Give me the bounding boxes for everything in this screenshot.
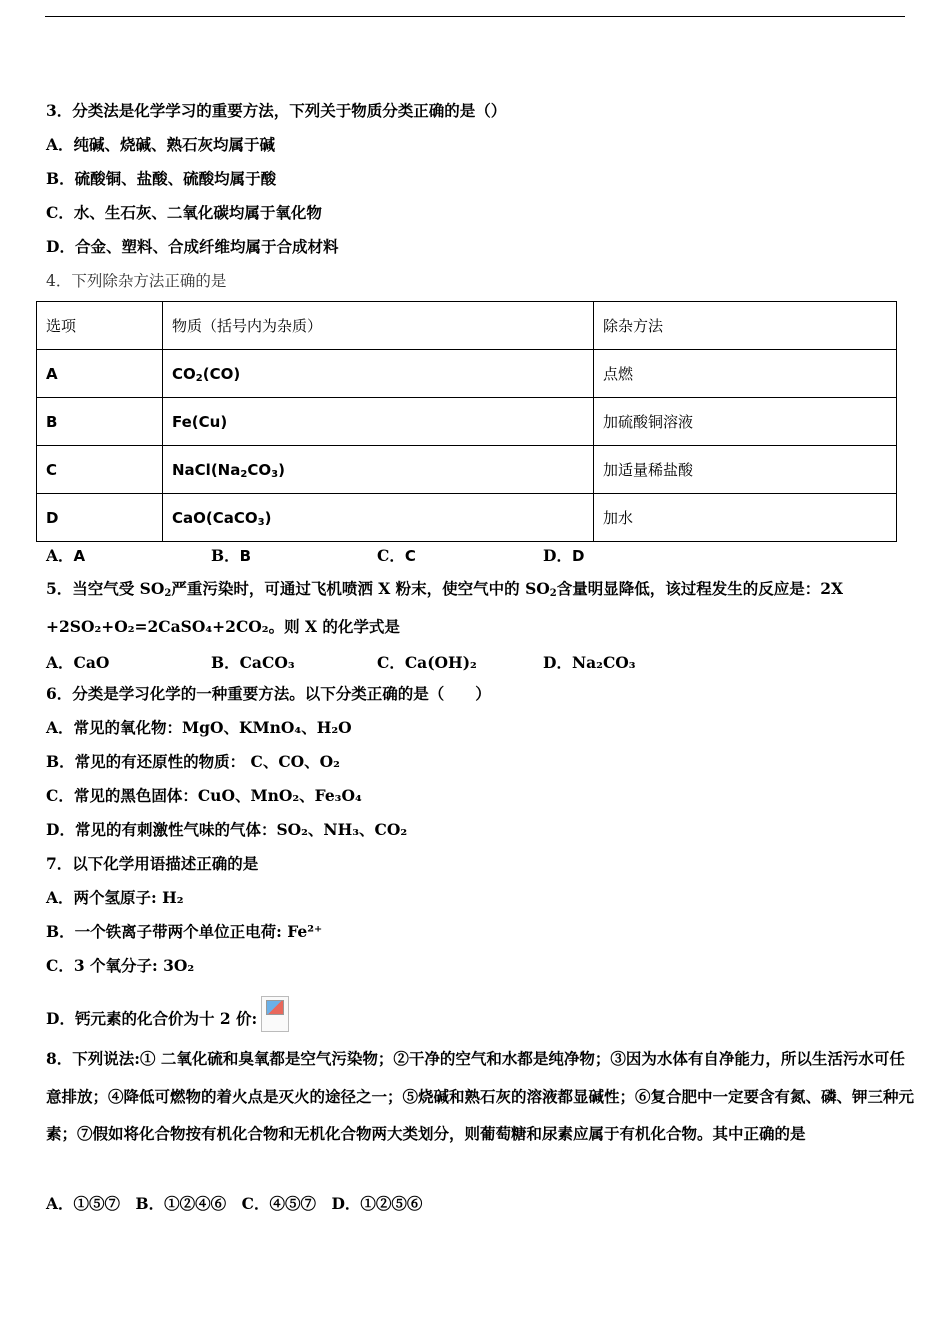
q5-option-a: A．CaO — [46, 653, 110, 672]
broken-image-icon — [261, 996, 289, 1032]
table-row — [37, 446, 897, 494]
q7-option-c: C．3 个氧分子: 3O₂ — [46, 956, 195, 975]
row-option: A — [37, 350, 163, 398]
q4-table — [36, 301, 897, 542]
q4-option-c: C．C — [377, 546, 416, 565]
row-method: 加适量稀盐酸 — [594, 446, 897, 494]
q3-option-b: B．硫酸铜、盐酸、硫酸均属于酸 — [46, 169, 277, 188]
table-row — [37, 350, 897, 398]
table-header-cell: 物质（括号内为杂质） — [163, 302, 594, 350]
q6-option-c: C．常见的黑色固体：CuO、MnO₂、Fe₃O₄ — [46, 786, 362, 805]
table-row — [37, 398, 897, 446]
q7-option-b: B．一个铁离子带两个单位正电荷: Fe²⁺ — [46, 922, 323, 941]
row-option: B — [37, 398, 163, 446]
q4-option-d: D．D — [543, 546, 585, 565]
q6-option-b: B．常见的有还原性的物质： C、CO、O₂ — [46, 752, 340, 771]
q5-line-2: +2SO₂+O₂=2CaSO₄+2CO₂。则 X 的化学式是 — [46, 617, 400, 636]
row-method: 加水 — [594, 494, 897, 542]
q7-option-a: A．两个氢原子: H₂ — [46, 888, 184, 907]
q3-stem: 3．分类法是化学学习的重要方法，下列关于物质分类正确的是（） — [46, 101, 507, 120]
q3-option-d: D．合金、塑料、合成纤维均属于合成材料 — [46, 237, 339, 256]
q3-option-c: C．水、生石灰、二氧化碳均属于氧化物 — [46, 203, 322, 222]
q8-options: A．①⑤⑦ B．①②④⑥ C．④⑤⑦ D．①②⑤⑥ — [46, 1194, 423, 1213]
q5-option-d: D．Na₂CO₃ — [543, 653, 636, 672]
q4-stem: 4．下列除杂方法正确的是 — [46, 272, 227, 290]
row-option: D — [37, 494, 163, 542]
row-option: C — [37, 446, 163, 494]
row-method: 加硫酸铜溶液 — [594, 398, 897, 446]
q3-option-a: A．纯碱、烧碱、熟石灰均属于碱 — [46, 135, 276, 154]
table-row — [37, 494, 897, 542]
q5-option-c: C．Ca(OH)₂ — [377, 653, 477, 672]
q4-options — [46, 544, 746, 564]
row-method: 点燃 — [594, 350, 897, 398]
row-substance: CaO(CaCO$_3$) — [163, 494, 594, 542]
header-rule — [45, 16, 905, 17]
q6-stem: 6．分类是学习化学的一种重要方法。以下分类正确的是（ ） — [46, 684, 491, 703]
table-header-row — [37, 302, 897, 350]
row-substance: $CO_2(CO)$ — [163, 350, 594, 398]
q7-stem: 7．以下化学用语描述正确的是 — [46, 854, 259, 873]
table-header-cell: 除杂方法 — [594, 302, 897, 350]
row-substance: Fe(Cu) — [163, 398, 594, 446]
row-substance: $NaCl(Na_2CO_3)$ — [163, 446, 594, 494]
q4-option-b: B．B — [211, 546, 252, 565]
table-header-cell: 选项 — [37, 302, 163, 350]
q8-stem: 8．下列说法:① 二氧化硫和臭氧都是空气污染物；②干净的空气和水都是纯净物；③因为水体有自净能力，所以生活污水可任意排放；④降低可燃物的着火点是灭火的途径之一；⑤烧碱和熟石灰的溶液都显碱性；⑥复合肥中一定要含有氮、磷、钾三种元素；⑦假如将化合物按有机化合物和无机化合物两大类划分，则葡萄糖和尿素应属于有机化合物。其中正确的是 — [46, 1049, 915, 1143]
q5-option-b: B．CaCO₃ — [211, 653, 295, 672]
q5-line-1: 5．当空气受 $SO_2$严重污染时，可通过飞机喷洒 X 粉末，使空气中的 $SO_2$含量明显降低，该过程发生的反应是：2X — [46, 579, 844, 599]
q4-option-a: A．A — [46, 546, 86, 565]
q5-options — [46, 651, 746, 671]
q6-option-d: D．常见的有刺激性气味的气体：SO₂、NH₃、CO₂ — [46, 820, 408, 839]
q6-option-a: A．常见的氧化物：MgO、KMnO₄、H₂O — [46, 718, 352, 737]
q7-option-d: D．钙元素的化合价为十 2 价: — [46, 996, 289, 1032]
